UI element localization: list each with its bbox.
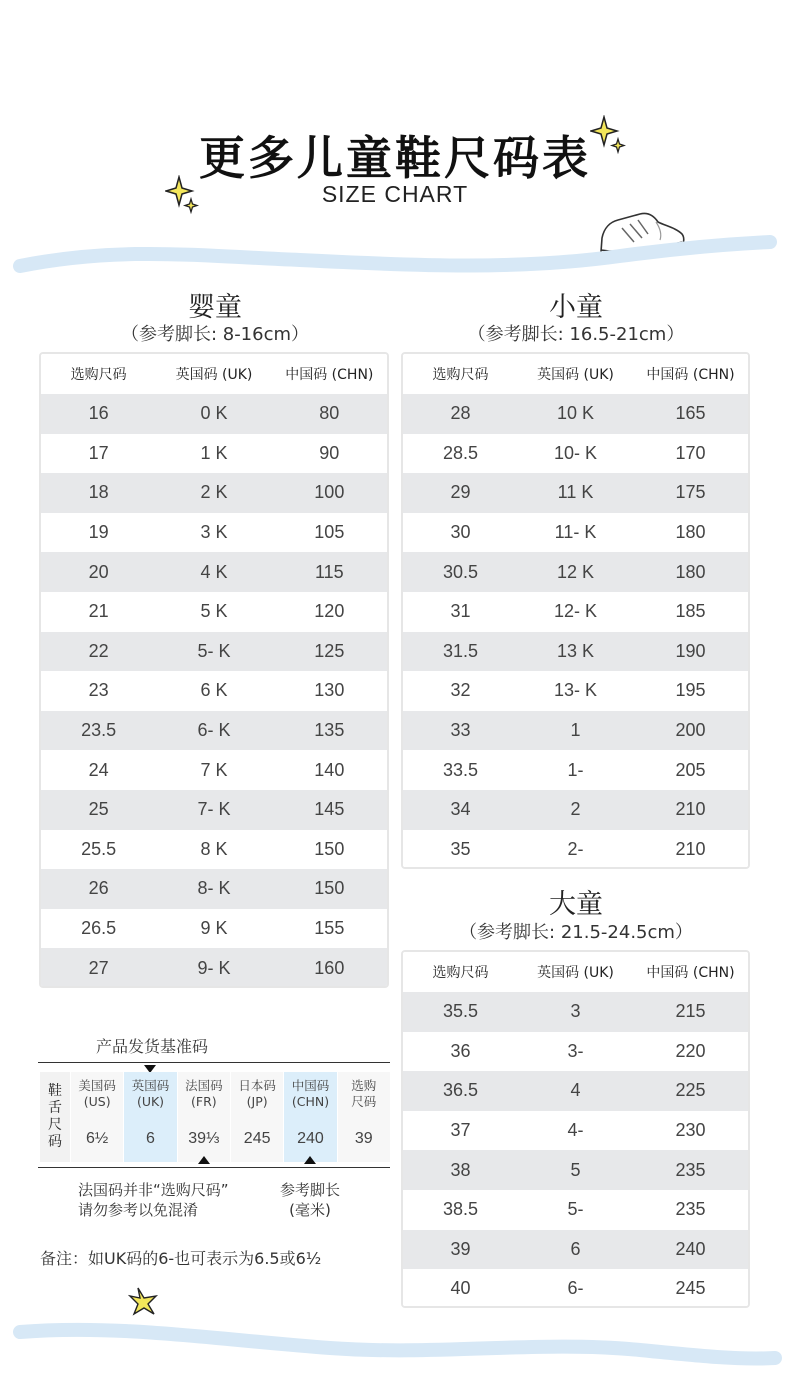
purchase-size-cell: 30.5: [442, 561, 479, 582]
purchase-size-cell: 21: [88, 601, 109, 622]
table-row: [403, 1071, 748, 1111]
uk-size-cell: 3 K: [200, 522, 228, 543]
column-header: 选购尺码: [432, 965, 489, 981]
chn-size-cell: 130: [314, 680, 345, 701]
chn-size-cell: 170: [675, 442, 706, 463]
table-row: [403, 790, 748, 830]
sparkle-icon: [165, 175, 201, 215]
table-row: [403, 671, 748, 711]
table-row: [41, 830, 387, 870]
big-title: 大童: [549, 889, 603, 920]
little-size-table: [401, 352, 750, 869]
side-label-char: 舌: [48, 1100, 62, 1116]
fr-note: [78, 1180, 229, 1220]
basis-col-header: (UK): [136, 1094, 165, 1109]
table-header: [41, 354, 387, 394]
uk-size-cell: 10 K: [556, 403, 595, 424]
remark: 备注：如UK码的6-也可表示为6.5或6½: [40, 1249, 322, 1268]
chn-size-cell: 100: [314, 482, 345, 503]
uk-size-cell: 1: [570, 720, 581, 741]
chn-size-cell: 80: [319, 403, 340, 424]
uk-size-cell: 4 K: [200, 561, 228, 582]
purchase-size-cell: 16: [88, 403, 109, 424]
uk-size-cell: 10- K: [553, 442, 598, 463]
purchase-size-cell: 30: [450, 522, 471, 543]
big-size-table: [401, 950, 750, 1308]
table-row: [403, 711, 748, 751]
chn-size-cell: 135: [314, 720, 345, 741]
chn-size-cell: 180: [675, 522, 706, 543]
note-line: 参考脚长: [279, 1181, 340, 1199]
chn-size-cell: 155: [314, 918, 345, 939]
purchase-size-cell: 26.5: [81, 918, 117, 939]
purchase-size-cell: 35.5: [442, 1001, 479, 1022]
chn-size-cell: 90: [319, 442, 340, 463]
purchase-size-cell: 36.5: [442, 1080, 479, 1101]
uk-size-cell: 2 K: [200, 482, 228, 503]
table-row: [41, 790, 387, 830]
basis-col-value: 6½: [86, 1130, 109, 1147]
purchase-size-cell: 28.5: [442, 442, 479, 463]
uk-size-cell: 1 K: [200, 442, 228, 463]
little-foot-range: （参考脚长: 16.5-21cm）: [467, 324, 685, 345]
pointer-up-icon: [198, 1156, 210, 1164]
chn-size-cell: 235: [675, 1199, 706, 1220]
uk-size-cell: 1-: [567, 759, 584, 780]
uk-size-cell: 7 K: [200, 759, 228, 780]
table-row: [403, 552, 748, 592]
table-row: [403, 1150, 748, 1190]
uk-size-cell: 9- K: [197, 957, 231, 978]
table-row: [403, 513, 748, 553]
chn-size-cell: 160: [314, 957, 345, 978]
chn-size-cell: 240: [675, 1238, 706, 1259]
note-line: 法国码并非“选购尺码”: [78, 1181, 229, 1199]
table-row: [403, 394, 748, 434]
table-row: [403, 1230, 748, 1270]
column-header: 选购尺码: [432, 367, 489, 383]
chn-size-cell: 220: [675, 1040, 706, 1061]
chn-size-cell: 225: [675, 1080, 706, 1101]
purchase-size-cell: 23: [88, 680, 109, 701]
uk-size-cell: 11 K: [557, 482, 594, 503]
basis-col-header: (US): [83, 1094, 111, 1109]
table-row: [403, 1032, 748, 1072]
table-row: [41, 750, 387, 790]
sparkle-icon: [590, 115, 626, 155]
note-line: 请勿参考以免混淆: [78, 1201, 199, 1219]
basis-label: 产品发货基准码: [96, 1037, 209, 1056]
uk-size-cell: 5: [570, 1159, 581, 1180]
table-row: [41, 552, 387, 592]
sparkle-icon: [128, 1284, 164, 1320]
chn-size-cell: 200: [675, 720, 706, 741]
table-row: [41, 948, 387, 988]
uk-size-cell: 3: [570, 1001, 581, 1022]
purchase-size-cell: 28: [450, 403, 471, 424]
table-row: [41, 513, 387, 553]
basis-col-jp: [230, 1072, 283, 1162]
basis-col-uk: [123, 1072, 176, 1162]
basis-col-header: 尺码: [351, 1094, 377, 1109]
column-header: 中国码 (CHN): [646, 965, 735, 981]
uk-size-cell: 5- K: [197, 640, 231, 661]
table-row: [41, 671, 387, 711]
table-row: [41, 592, 387, 632]
page-subtitle: SIZE CHART: [321, 181, 469, 207]
basis-col-header: (JP): [246, 1094, 268, 1109]
purchase-size-cell: 40: [450, 1278, 471, 1299]
infant-title: 婴童: [188, 292, 242, 323]
table-row: [403, 592, 748, 632]
uk-size-cell: 8 K: [200, 838, 228, 859]
basis-col-value: 240: [297, 1130, 324, 1147]
chn-size-cell: 215: [675, 1001, 706, 1022]
chn-size-cell: 210: [675, 799, 706, 820]
uk-size-cell: 3-: [567, 1040, 584, 1061]
chn-size-cell: 195: [675, 680, 706, 701]
table-header: [403, 354, 748, 394]
table-row: [403, 1269, 748, 1308]
uk-size-cell: 7- K: [197, 799, 231, 820]
basis-col-value: 39: [354, 1130, 373, 1147]
foot-length-note: [270, 1180, 350, 1220]
uk-size-cell: 6 K: [200, 680, 228, 701]
uk-size-cell: 11- K: [554, 522, 597, 543]
basis-size-table: [40, 1072, 390, 1162]
basis-col-header: 选购: [351, 1078, 377, 1093]
basis-col-header: 美国码: [78, 1078, 116, 1093]
purchase-size-cell: 29: [450, 482, 471, 503]
purchase-size-cell: 36: [450, 1040, 471, 1061]
chn-size-cell: 205: [675, 759, 706, 780]
purchase-size-cell: 38: [450, 1159, 471, 1180]
uk-size-cell: 5 K: [200, 601, 228, 622]
uk-size-cell: 6-: [567, 1278, 584, 1299]
uk-size-cell: 8- K: [197, 878, 231, 899]
chn-size-cell: 105: [314, 522, 345, 543]
note-line: (毫米): [289, 1201, 331, 1219]
basis-col-fr: [177, 1072, 230, 1162]
column-header: 中国码 (CHN): [646, 367, 735, 383]
basis-col-header: 英国码: [131, 1078, 170, 1093]
purchase-size-cell: 34: [450, 799, 471, 820]
little-title: 小童: [549, 292, 603, 323]
purchase-size-cell: 19: [88, 522, 109, 543]
purchase-size-cell: 37: [450, 1120, 471, 1141]
table-row: [403, 1190, 748, 1230]
big-foot-range: （参考脚长: 21.5-24.5cm）: [459, 922, 693, 943]
basis-col-header: 中国码: [291, 1078, 330, 1093]
wave-decoration: [0, 226, 790, 286]
purchase-size-cell: 17: [88, 442, 109, 463]
purchase-size-cell: 38.5: [442, 1199, 479, 1220]
basis-col-header: 法国码: [185, 1078, 223, 1093]
purchase-size-cell: 27: [88, 957, 109, 978]
chn-size-cell: 150: [314, 878, 345, 899]
column-header: 英国码 (UK): [537, 965, 614, 981]
basis-col-us: [70, 1072, 123, 1162]
uk-size-cell: 4-: [567, 1120, 584, 1141]
uk-size-cell: 2: [570, 799, 581, 820]
basis-col-header: (FR): [191, 1094, 217, 1109]
table-row: [403, 1111, 748, 1151]
chn-size-cell: 150: [314, 838, 345, 859]
purchase-size-cell: 20: [88, 561, 109, 582]
table-row: [41, 632, 387, 672]
purchase-size-cell: 23.5: [81, 720, 117, 741]
purchase-size-cell: 22: [88, 640, 109, 661]
chn-size-cell: 245: [675, 1278, 706, 1299]
chn-size-cell: 235: [675, 1159, 706, 1180]
chn-size-cell: 180: [675, 561, 706, 582]
basis-col-purchase: [337, 1072, 390, 1162]
uk-size-cell: 5-: [567, 1199, 584, 1220]
basis-col-header: (CHN): [291, 1094, 330, 1109]
uk-size-cell: 13 K: [556, 640, 595, 661]
chn-size-cell: 115: [314, 561, 344, 582]
uk-size-cell: 12 K: [556, 561, 595, 582]
basis-col-header: 日本码: [238, 1078, 276, 1093]
infant-size-table: [39, 352, 389, 988]
table-row: [403, 830, 748, 869]
purchase-size-cell: 26: [88, 878, 109, 899]
chn-size-cell: 230: [675, 1120, 706, 1141]
chn-size-cell: 120: [314, 601, 345, 622]
divider: [38, 1062, 390, 1063]
table-row: [403, 632, 748, 672]
purchase-size-cell: 31: [450, 601, 471, 622]
uk-size-cell: 13- K: [553, 680, 598, 701]
purchase-size-cell: 25.5: [81, 838, 117, 859]
table-row: [41, 473, 387, 513]
chn-size-cell: 190: [675, 640, 706, 661]
chn-size-cell: 165: [675, 403, 706, 424]
side-label-char: 码: [48, 1134, 62, 1150]
uk-size-cell: 12- K: [553, 601, 598, 622]
purchase-size-cell: 33: [450, 720, 471, 741]
uk-size-cell: 2-: [567, 838, 584, 859]
chn-size-cell: 125: [314, 640, 345, 661]
column-header: 英国码 (UK): [537, 367, 614, 383]
divider: [38, 1167, 390, 1168]
basis-col-value: 39⅓: [188, 1130, 220, 1147]
table-row: [403, 434, 748, 474]
uk-size-cell: 6: [570, 1238, 581, 1259]
page-title: 更多儿童鞋尺码表: [199, 131, 591, 185]
basis-col-chn: [283, 1072, 336, 1162]
purchase-size-cell: 35: [450, 838, 471, 859]
wave-decoration: [0, 1310, 790, 1380]
pointer-up-icon: [304, 1156, 316, 1164]
column-header: 中国码 (CHN): [285, 367, 374, 383]
basis-col-value: 245: [243, 1130, 271, 1147]
purchase-size-cell: 33.5: [442, 759, 479, 780]
uk-size-cell: 9 K: [200, 918, 228, 939]
table-row: [403, 992, 748, 1032]
purchase-size-cell: 25: [88, 799, 109, 820]
table-row: [41, 909, 387, 949]
chn-size-cell: 185: [675, 601, 706, 622]
uk-size-cell: 0 K: [200, 403, 228, 424]
side-label-char: 鞋: [48, 1083, 62, 1099]
basis-col-value: 6: [146, 1130, 155, 1147]
column-header: 英国码 (UK): [175, 367, 253, 383]
uk-size-cell: 4: [570, 1080, 581, 1101]
table-row: [41, 394, 387, 434]
table-row: [403, 473, 748, 513]
table-row: [403, 750, 748, 790]
side-label-char: 尺: [48, 1117, 62, 1133]
table-row: [41, 434, 387, 474]
table-header: [403, 952, 748, 992]
purchase-size-cell: 24: [88, 759, 109, 780]
uk-size-cell: 6- K: [197, 720, 231, 741]
table-row: [41, 711, 387, 751]
infant-foot-range: （参考脚长: 8-16cm）: [120, 324, 310, 345]
purchase-size-cell: 18: [88, 482, 109, 503]
chn-size-cell: 210: [675, 838, 706, 859]
tongue-size-label: [40, 1072, 70, 1162]
chn-size-cell: 140: [314, 759, 345, 780]
column-header: 选购尺码: [70, 367, 127, 383]
purchase-size-cell: 39: [450, 1238, 471, 1259]
table-row: [41, 869, 387, 909]
purchase-size-cell: 32: [450, 680, 471, 701]
chn-size-cell: 175: [675, 482, 706, 503]
purchase-size-cell: 31.5: [442, 640, 479, 661]
chn-size-cell: 145: [314, 799, 345, 820]
